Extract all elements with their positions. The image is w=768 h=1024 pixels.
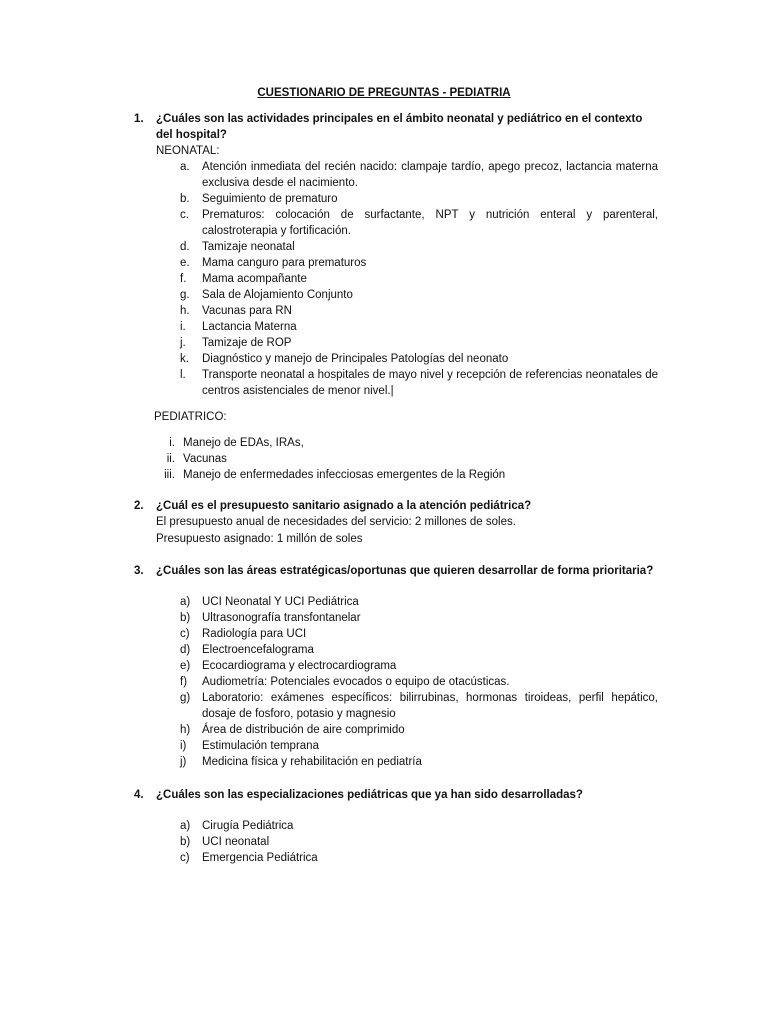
list-item [150,467,650,483]
list-item-text: UCI Neonatal Y UCI Pediátrica [202,596,359,608]
list-item-text: Vacunas [183,453,227,465]
question-3 [134,563,658,579]
list-item [180,367,658,399]
list-item [150,451,650,467]
list-item [180,818,658,834]
list-item-label: e) [180,660,191,672]
question-text: ¿Cuáles son las actividades principales en el ámbito neonatal y pediátrico en el contexto del hospital? [156,113,643,141]
list-item-label: h) [180,724,191,736]
list-item-text: Seguimiento de prematuro [202,193,338,205]
list-item-label: d. [180,241,190,253]
list-item [180,754,658,770]
question-4 [134,787,658,803]
list-item [180,834,658,850]
list-item-text: Ecocardiograma y electrocardiograma [202,660,397,672]
question-1 [134,111,658,143]
list-item [180,271,658,287]
list-item-label: c) [180,852,190,864]
list-item-label: g) [180,692,191,704]
list-item-label: iii. [164,469,175,481]
list-item-text: Prematuros: colocación de surfactante, NPT y nutrición enteral y parenteral, calostroterapia y fortificación. [202,209,658,237]
list-item-text: Tamizaje neonatal [202,241,295,253]
list-item-text: Manejo de EDAs, IRAs, [183,437,304,449]
list-item [180,738,658,754]
question-number: 4. [134,789,144,801]
list-item-label: b) [180,612,191,624]
list-item [180,674,658,690]
list-item-label: j) [180,756,187,768]
list-item-text: Mama acompañante [202,273,307,285]
list-item-text: Audiometría: Potenciales evocados o equipo de otacústicas. [202,676,510,688]
list-item [180,658,658,674]
list-item-text: Radiología para UCI [202,628,307,640]
list-item-text: Tamizaje de ROP [202,337,292,349]
list-item [180,159,658,191]
list-item-label: c. [180,209,189,221]
list-item-text: Estimulación temprana [202,740,319,752]
list-item [180,287,658,303]
list-item-text: Electroencefalograma [202,644,314,656]
list-item-label: a) [180,820,191,832]
list-item [180,850,658,866]
question-2 [134,498,658,514]
list-item [180,303,658,319]
list-item-text: Lactancia Materna [202,321,297,333]
list-item-label: f) [180,676,188,688]
list-item-label: a) [180,596,191,608]
neonatal-label: NEONATAL: [156,145,220,157]
list-item [180,335,658,351]
list-item-text: Laboratorio: exámenes específicos: bilirrubinas, hormonas tiroideas, perfil hepático, dosaje de fosforo, potasio y magnesio [202,692,658,720]
list-item-label: d) [180,644,191,656]
list-item-text: Manejo de enfermedades infecciosas emergentes de la Región [183,469,506,481]
list-item-text: Medicina física y rehabilitación en pediatría [202,756,422,768]
document-title: CUESTIONARIO DE PREGUNTAS - PEDIATRIA [257,87,511,99]
list-item [180,690,658,722]
list-item [180,594,658,610]
list-item-text: Atención inmediata del recién nacido: clampaje tardío, apego precoz, lactancia materna exclusiva desde el nacimiento. [202,161,658,189]
list-item-label: f. [180,273,187,285]
list-item-label: e. [180,257,190,269]
list-item [180,351,658,367]
list-item-label: l. [180,369,186,381]
list-item-text: Sala de Alojamiento Conjunto [202,289,353,301]
list-item-label: i) [180,740,187,752]
list-item-text: Ultrasonografía transfontanelar [202,612,361,624]
list-item-label: i. [180,321,186,333]
list-item-label: ii. [166,453,175,465]
list-item-label: b. [180,193,190,205]
question-text: ¿Cuáles son las especializaciones pediátricas que ya han sido desarrolladas? [156,789,583,801]
list-item [180,642,658,658]
question-text: ¿Cuál es el presupuesto sanitario asignado a la atención pediátrica? [156,500,532,512]
question-number: 3. [134,565,144,577]
list-item [180,319,658,335]
list-item [180,610,658,626]
list-item-text: Transporte neonatal a hospitales de mayo nivel y recepción de referencias neonatales de centros asistenciales de menor nivel.| [202,369,658,397]
list-item-label: h. [180,305,190,317]
list-item [180,255,658,271]
list-item [180,722,658,738]
list-item-text: Mama canguro para prematuros [202,257,367,269]
list-item-label: k. [180,353,189,365]
list-item [180,207,658,239]
question-number: 2. [134,500,144,512]
question-text: ¿Cuáles son las áreas estratégicas/oportunas que quieren desarrollar de forma prioritaria? [156,565,654,577]
list-item [180,191,658,207]
list-item [180,626,658,642]
list-item-text: Emergencia Pediátrica [202,852,318,864]
list-item-label: j. [180,337,186,349]
question-number: 1. [134,113,144,125]
list-item-text: Diagnóstico y manejo de Principales Patologías del neonato [202,353,509,365]
list-item-text: UCI neonatal [202,836,270,848]
list-item-label: g. [180,289,190,301]
budget-line: Presupuesto asignado: 1 millón de soles [156,533,363,545]
list-item [150,435,650,451]
list-item-text: Área de distribución de aire comprimido [202,724,405,736]
list-item-label: i. [169,437,175,449]
list-item-label: a. [180,161,190,173]
pediatrico-label: PEDIATRICO: [154,411,227,423]
budget-line: El presupuesto anual de necesidades del servicio: 2 millones de soles. [156,516,516,528]
list-item-label: c) [180,628,190,640]
list-item-label: b) [180,836,191,848]
list-item [180,239,658,255]
list-item-text: Vacunas para RN [202,305,292,317]
list-item-text: Cirugía Pediátrica [202,820,294,832]
